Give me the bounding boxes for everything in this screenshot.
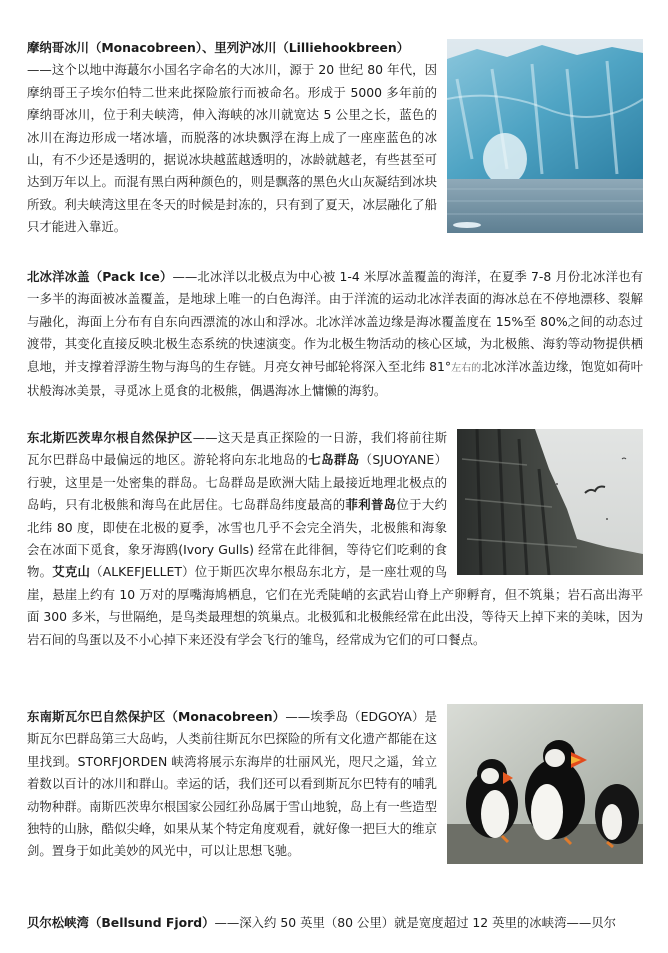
- section-body-3: 位于大约北纬 80 度，即使在北极的夏季，冰雪也几乎不会完全消失，北极熊和海象会在冰面下觅食，象牙海鸥(Ivory Gulls) 经常在此徘徊，等待它们吃剩的食物。: [27, 497, 448, 580]
- annotation-note: 左右的: [451, 362, 482, 374]
- puffin-image: [447, 704, 643, 864]
- section-northeast-svalbard: [27, 427, 643, 651]
- glacier-photo: [447, 39, 643, 233]
- section-body: ——这个以地中海蕞尔小国名字命名的大冰川，源于 20 世纪 80 年代，因摩纳哥王子埃尔伯特二世来此探险旅行而被命名。形成于 5000 多年前的摩纳哥冰川，位于利夫峡湾，伸入海峡的冰川就宽达 5 公里之长，蓝色的冰川在海边形成一堵冰墙，而脱落的冰块飘浮在海上成了一座座蓝色的冰山，有不少还是透明的，据说冰块越蓝越透明的，冰龄就越老，有些甚至可达到万年以上。而混有黑白两种颜色的，则是飘落的黑色火山灰凝结到冰块所致。利夫峡湾这里在冬天的时候是封冻的，只有到了夏天，冰层融化了船只才能进入靠近。: [27, 62, 437, 235]
- puffin-photo: [447, 704, 643, 864]
- section-body-cont: 北冰洋冰盖边缘，饱览如荷叶状般海冰美景，寻觅冰上觅食的北极熊，偶遇海冰上慵懒的海豹。: [27, 358, 644, 399]
- bird-cliff-photo: [457, 429, 643, 575]
- glacier-image: [447, 39, 643, 233]
- section-southeast-svalbard: [27, 706, 643, 864]
- section-title: 东北斯匹茨卑尔根自然保护区: [27, 430, 193, 445]
- section-body-2: （SJUOYANE）行驶，这里是一处密集的群岛。七岛群岛是欧洲大陆上最接近地理北极点的岛屿，只有北极熊和海鸟在此居住。七岛群岛纬度最高的: [27, 452, 448, 513]
- section-body: ——这天是真正探险的一日游，我们将前往斯瓦尔巴群岛中最偏远的地区。游轮将向东北地岛的: [27, 430, 448, 468]
- bird-cliff-image: [457, 429, 643, 575]
- section-body-4: （ALKEFJELLET）位于斯匹次卑尔根岛东北方，是一座壮观的鸟崖，悬崖上约有 10 万对的厚嘴海鸠栖息，它们在光秃陡峭的玄武岩山脊上产卵孵育，但不筑巢；岩石高出海平面 300 多米，与世隔绝，是鸟类最理想的筑巢点。北极狐和北极熊经常在此出没，等待天上掉下来的美味，因为岩石间的鸟蛋以及不小心掉下来还没有学会飞行的雏鸟，经常成为它们的可口餐点。: [27, 564, 643, 647]
- section-title: 东南斯瓦尔巴自然保护区（Monacobreen）: [27, 709, 286, 724]
- phippsoya-name: 菲利普岛: [345, 497, 397, 513]
- section-title: 北冰洋冰盖（Pack Ice）: [27, 269, 173, 284]
- section-monacobreen: [27, 37, 643, 239]
- section-bellsund: [27, 912, 643, 934]
- section-pack-ice: [27, 266, 643, 402]
- alkefjellet-name: 艾克山: [52, 564, 91, 580]
- section-title: 摩纳哥冰川（Monacobreen）、里列沪冰川（Lilliehookbreen）: [27, 40, 410, 55]
- seven-islands-name: 七岛群岛: [308, 452, 360, 468]
- section-body: ——深入约 50 英里（80 公里）就是宽度超过 12 英里的冰峡湾——贝尔: [214, 915, 617, 930]
- section-title: 贝尔松峡湾（Bellsund Fjord）: [27, 915, 215, 930]
- section-body: ——埃季岛（EDGOYA）是斯瓦尔巴群岛第三大岛屿，人类前往斯瓦尔巴探险的所有文化遗产都能在这里找到。STORFJORDEN 峡湾将展示东海岸的壮丽风光，咫尺之遥，耸立着数以百计的冰川和群山。幸运的话，我们还可以看到斯瓦尔巴特有的哺乳动物种群。南斯匹茨卑尔根国家公园红孙岛属于雪山地貌，岛上有一些造型独特的山脉，酷似尖峰，如果从某个特定角度观看，就好像一把巨大的维京剑。置身于如此美妙的风光中，可以让思想飞驰。: [27, 709, 437, 859]
- section-body: ——北冰洋以北极点为中心被 1-4 米厚冰盖覆盖的海洋，在夏季 7-8 月份北冰洋也有一多半的海面被冰盖覆盖，是地球上唯一的白色海洋。由于洋流的运动北冰洋表面的海冰总在不停地漂移、裂解与融化，海面上分布有自东向西漂流的冰山和浮冰。北冰洋冰盖边缘是海冰覆盖度在 15%至 80%之间的动态过渡带，其变化直接反映北极生态系统的快速演变。作为北极生物活动的核心区域，为北极熊、海豹等动物提供栖息地，并支撑着浮游生物与海鸟的生存链。月亮女神号邮轮将深入至北纬 81°: [27, 269, 644, 374]
